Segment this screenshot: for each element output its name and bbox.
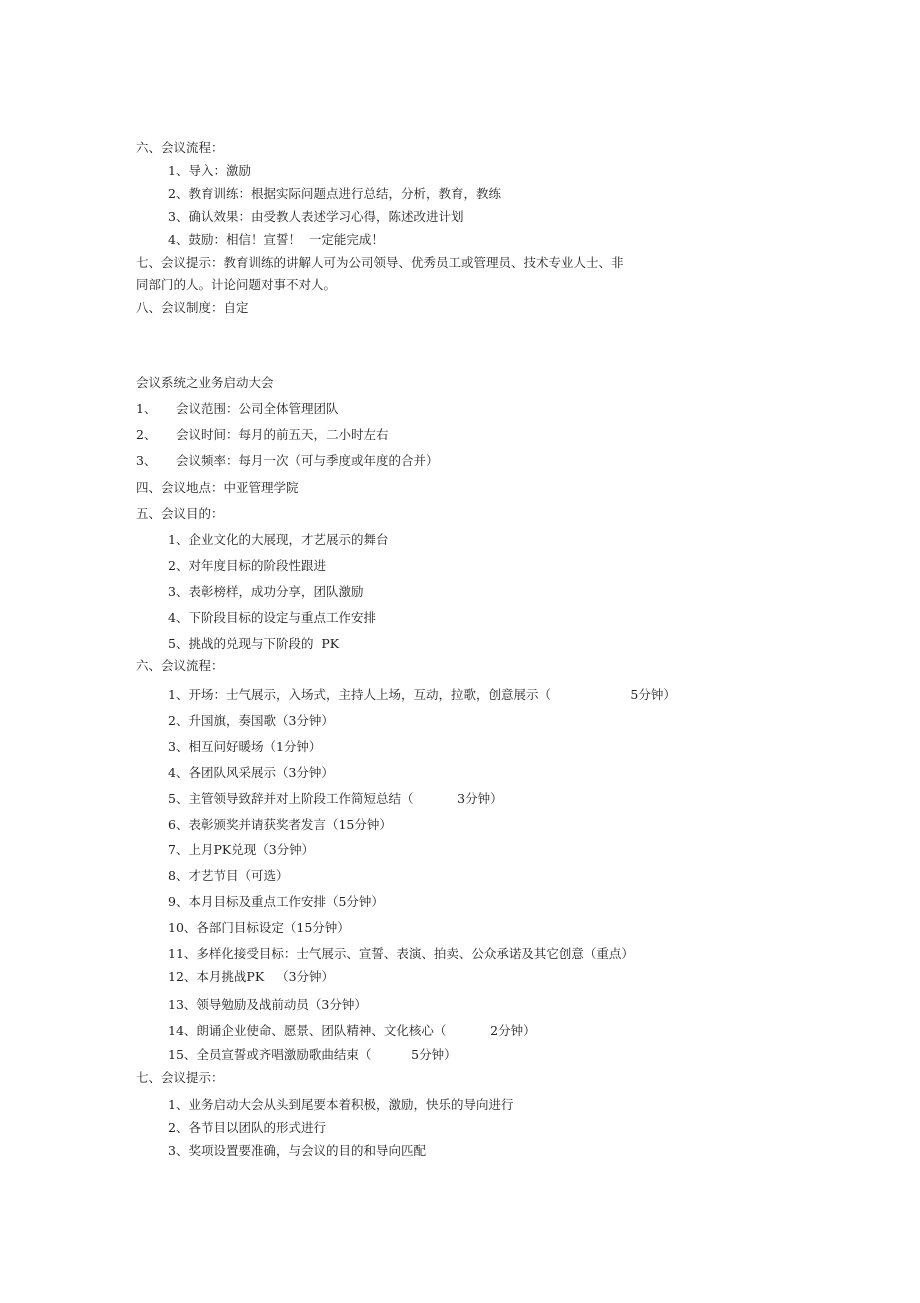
list-item: 2、教育训练：根据实际问题点进行总结，分析，教育，教练 bbox=[168, 186, 501, 201]
section-a-flow-heading: 六、会议流程： bbox=[136, 140, 224, 155]
list-item: 4、各团队风采展示（3分钟） bbox=[168, 765, 334, 780]
list-item: 15、全员宣誓或齐唱激励歌曲结束（ 5分钟） bbox=[168, 1047, 457, 1062]
list-item: 1、开场：士气展示，入场式，主持人上场，互动，拉歌，创意展示（ 5分钟） bbox=[168, 687, 676, 702]
scope-row bbox=[136, 401, 339, 417]
time-row bbox=[136, 427, 389, 443]
list-item: 4、鼓励：相信！宣誓！ 一定能完成！ bbox=[168, 232, 384, 247]
scope-number: 1、 bbox=[136, 401, 157, 416]
list-item: 11、多样化接受目标：士气展示、宣誓、表演、拍卖、公众承诺及其它创意（重点） bbox=[168, 946, 634, 961]
list-item: 1、导入：激励 bbox=[168, 163, 251, 178]
list-item: 4、下阶段目标的设定与重点工作安排 bbox=[168, 610, 376, 625]
list-item: 7、上月PK兑现（3分钟） bbox=[168, 842, 315, 857]
freq-text: 会议频率：每月一次（可与季度或年度的合并） bbox=[176, 453, 439, 468]
section-a-tips-line1: 七、会议提示：教育训练的讲解人可为公司领导、优秀员工或管理员、技术专业人士、非 bbox=[136, 255, 624, 270]
goal-heading: 五、会议目的： bbox=[136, 506, 224, 521]
flow-heading: 六、会议流程： bbox=[136, 658, 224, 673]
section-a-rules: 八、会议制度：自定 bbox=[136, 300, 249, 315]
list-item: 14、朗诵企业使命、愿景、团队精神、文化核心（ 2分钟） bbox=[168, 1023, 536, 1038]
list-item: 3、表彰榜样，成功分享，团队激励 bbox=[168, 584, 364, 599]
freq-row bbox=[136, 453, 439, 469]
list-item: 9、本月目标及重点工作安排（5分钟） bbox=[168, 894, 384, 909]
list-item: 2、升国旗，奏国歌（3分钟） bbox=[168, 713, 334, 728]
list-item: 5、主管领导致辞并对上阶段工作简短总结（ 3分钟） bbox=[168, 791, 503, 806]
time-text: 会议时间：每月的前五天，二小时左右 bbox=[176, 427, 389, 442]
list-item: 2、对年度目标的阶段性跟进 bbox=[168, 558, 326, 573]
scope-text: 会议范围：公司全体管理团队 bbox=[176, 401, 339, 416]
list-item: 12、本月挑战PK （3分钟） bbox=[168, 969, 335, 984]
list-item: 6、表彰颁奖并请获奖者发言（15分钟） bbox=[168, 817, 392, 832]
tips-heading: 七、会议提示： bbox=[136, 1070, 224, 1085]
list-item: 1、业务启动大会从头到尾要本着积极，激励，快乐的导向进行 bbox=[168, 1097, 514, 1112]
place-line: 四、会议地点：中亚管理学院 bbox=[136, 480, 299, 495]
list-item: 10、各部门目标设定（15分钟） bbox=[168, 920, 350, 935]
list-item: 3、奖项设置要准确，与会议的目的和导向匹配 bbox=[168, 1143, 426, 1158]
list-item: 2、各节目以团队的形式进行 bbox=[168, 1120, 326, 1135]
list-item: 5、挑战的兑现与下阶段的 PK bbox=[168, 636, 340, 651]
time-number: 2、 bbox=[136, 427, 157, 442]
list-item: 8、才艺节目（可选） bbox=[168, 868, 289, 883]
list-item: 1、企业文化的大展现，才艺展示的舞台 bbox=[168, 532, 389, 547]
list-item: 3、相互问好暖场（1分钟） bbox=[168, 739, 322, 754]
list-item: 3、确认效果：由受教人表述学习心得，陈述改进计划 bbox=[168, 209, 464, 224]
freq-number: 3、 bbox=[136, 453, 157, 468]
section-b-title: 会议系统之业务启动大会 bbox=[136, 375, 274, 390]
section-a-tips-line2: 同部门的人。计论问题对事不对人。 bbox=[136, 277, 337, 292]
list-item: 13、领导勉励及战前动员（3分钟） bbox=[168, 997, 367, 1012]
